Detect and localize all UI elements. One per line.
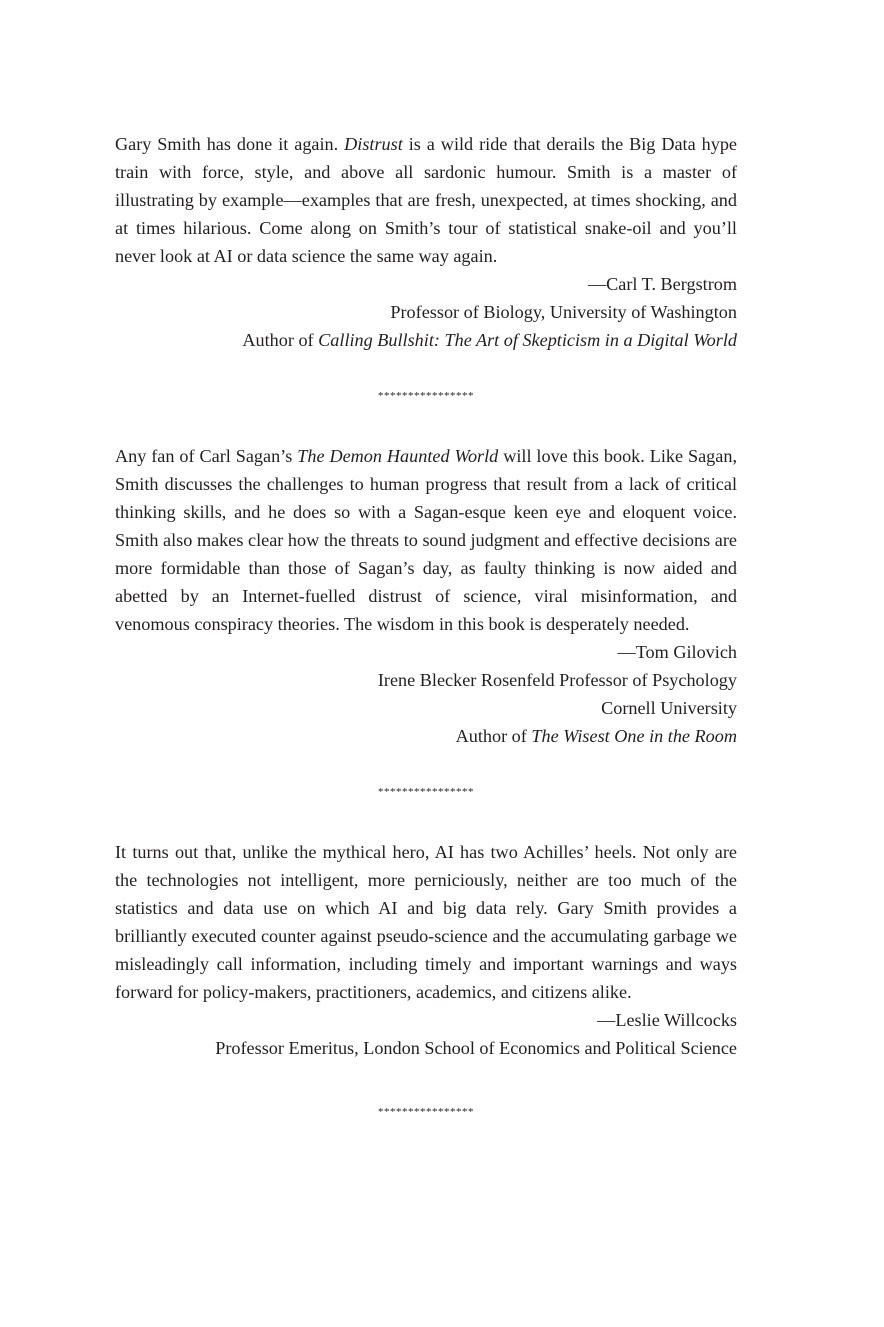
endorsement-gilovich: [115, 442, 737, 750]
endorsement-quote: Any fan of Carl Sagan’s The Demon Haunted World will love this book. Like Sagan, Smith discusses the challenges to human progress that result from a lack of critical thinking skills, and he does so with a Sagan-esque keen eye and eloquent voice. Smith also makes clear how the threats to sound judgment and effective decisions are more formidable than those of Sagan’s day, as faulty thinking is now aided and abetted by an Internet-fuelled distrust of science, viral misinformation, and venomous conspiracy theories. The wisdom in this book is desperately needed.: [115, 446, 737, 634]
endorser-book: Author of The Wisest One in the Room: [455, 726, 737, 746]
endorser-title: Professor of Biology, University of Washington: [390, 302, 737, 322]
endorser-title: Irene Blecker Rosenfeld Professor of Psychology: [377, 670, 737, 690]
endorser-institution: Cornell University: [601, 698, 737, 718]
endorsement-quote: Gary Smith has done it again. Distrust is a wild ride that derails the Big Data hype train with force, style, and above all sardonic humour. Smith is a master of illustrating by example—examples that are fresh, unexpected, at times shocking, and at times hilarious. Come along on Smith’s tour of statistical snake-oil and you’ll never look at AI or data science the same way again.: [115, 134, 737, 266]
book-title-demon-haunted-world: The Demon Haunted World: [297, 446, 499, 466]
endorser-title: Professor Emeritus, London School of Economics and Political Science: [215, 1038, 737, 1058]
endorsement-attribution: [115, 638, 737, 750]
endorsement-attribution: [115, 270, 737, 354]
endorser-book: Author of Calling Bullshit: The Art of Skepticism in a Digital World: [242, 330, 737, 350]
endorser-name: —Tom Gilovich: [617, 642, 737, 662]
endorsement-quote: It turns out that, unlike the mythical hero, AI has two Achilles’ heels. Not only are the technologies not intelligent, more perniciously, neither are too much of the statistics and data use on which AI and big data rely. Gary Smith provides a brilliantly executed counter against pseudo-science and the accumulating garbage we misleadingly call information, including timely and important warnings and ways forward for policy-makers, practitioners, academics, and citizens alike.: [115, 842, 737, 1002]
endorsement-bergstrom: [115, 130, 737, 354]
endorsements-page: [115, 130, 737, 1118]
asterisk-separator: ****************: [378, 1106, 474, 1118]
book-title-distrust: Distrust: [344, 134, 403, 154]
endorser-name: —Leslie Willcocks: [597, 1010, 737, 1030]
endorser-name: —Carl T. Bergstrom: [587, 274, 737, 294]
endorsement-willcocks: [115, 838, 737, 1062]
asterisk-separator: ****************: [378, 786, 474, 798]
endorsement-attribution: [115, 1006, 737, 1062]
asterisk-separator: ****************: [378, 390, 474, 402]
